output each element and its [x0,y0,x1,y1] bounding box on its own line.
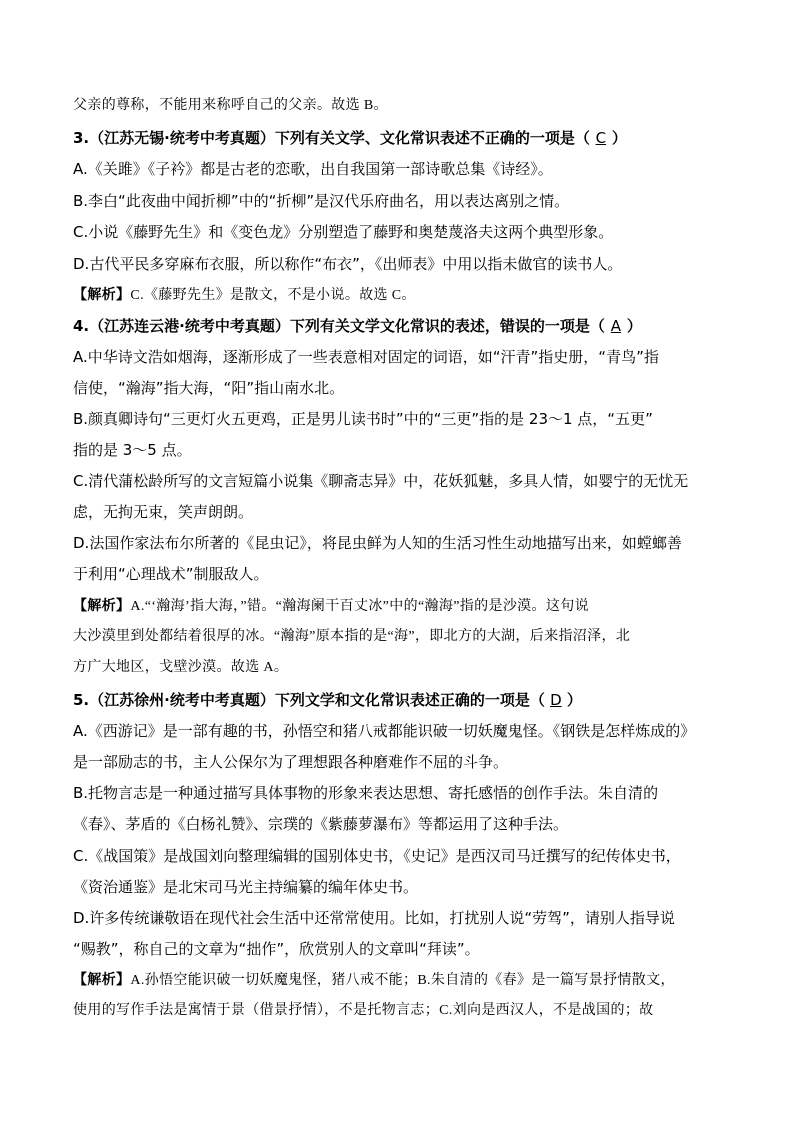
option-c-cont: 《资治通鉴》是北宋司马光主持编纂的编年体史书。 [73,878,419,896]
answer-blank: D [550,691,562,709]
analysis-label: 【解析】 [73,972,131,988]
continuation-text: 父亲的尊称，不能用来称呼自己的父亲。故选 B。 [73,98,388,113]
option-a-cont: 信使，“瀚海”指大海，“阳”指山南水北。 [73,379,345,397]
analysis-label: 【解析】 [73,287,131,303]
option-a: A.《关雎》《子衿》都是古老的恋歌，出自我国第一部诗歌总集《诗经》。 [73,160,553,178]
option-b-cont: 《春》、茅盾的《白杨礼赞》、宗璞的《紫藤萝瀑布》等都运用了这种手法。 [73,815,569,833]
option-d: D.法国作家法布尔所著的《昆虫记》，将昆虫鲜为人知的生活习性生动地描写出来，如螳螂善 [73,534,682,552]
question-3-stem: 3.（江苏无锡·统考中考真题）下列有关文学、文化常识表述不正确的一项是（ C ） [73,129,627,147]
option-b: B.托物言志是一种通过描写具体事物的形象来表达思想、寄托感悟的创作手法。朱自清的 [73,784,659,802]
option-c: C.《战国策》是战国刘向整理编辑的国别体史书，《史记》是西汉司马迁撰写的纪传体史书， [73,847,681,865]
analysis: 【解析】C.《藤野先生》是散文，不是小说。故选 C。 [73,287,416,303]
analysis: 【解析】A.孙悟空能识破一切妖魔鬼怪，猪八戒不能；B.朱自清的《春》是一篇写景抒情散文， [73,972,675,988]
option-b: B.李白“此夜曲中闻折柳”中的“折柳”是汉代乐府曲名，用以表达离别之情。 [73,192,570,210]
analysis-line: 大沙漠里到处都结着很厚的冰。“瀚海”原本指的是“海”，即北方的大湖，后来指沼泽，北 [73,629,631,644]
option-c: C.小说《藤野先生》和《变色龙》分别塑造了藤野和奥楚蔑洛夫这两个典型形象。 [73,223,614,241]
option-a: A.中华诗文浩如烟海，逐渐形成了一些表意相对固定的词语，如“汗青”指史册，“青鸟”指 [73,348,659,366]
answer-blank: C [595,129,607,147]
option-d: D.许多传统谦敬语在现代社会生活中还常常使用。比如，打扰别人说“劳驾”，请别人指导说 [73,909,675,927]
option-b-cont: 指的是 3～5 点。 [73,441,192,459]
option-d: D.古代平民多穿麻布衣服，所以称作“布衣”，《出师表》中用以指未做官的读书人。 [73,255,623,273]
option-c-cont: 虑，无拘无束，笑声朗朗。 [73,503,254,521]
answer-blank: A [610,317,621,335]
question-5-stem: 5.（江苏徐州·统考中考真题）下列文学和文化常识表述正确的一项是（ D ） [73,691,582,709]
question-4-stem: 4.（江苏连云港·统考中考真题）下列有关文学文化常识的表述，错误的一项是（ A ） [73,317,642,335]
analysis-line: 使用的写作手法是寓情于景（借景抒情），不是托物言志；C.刘向是西汉人，不是战国的；故 [73,1003,654,1018]
option-a-cont: 是一部励志的书，主人公保尔为了理想跟各种磨难作不屈的斗争。 [73,753,509,771]
analysis-label: 【解析】 [73,598,131,614]
option-b: B.颜真卿诗句“三更灯火五更鸡，正是男儿读书时”中的“三更”指的是 23～1 点，“五更” [73,410,653,428]
analysis: 【解析】A.“‘瀚海’指大海，”错。“瀚海阑干百丈冰”中的“瀚海”指的是沙漠。这句说 [73,598,589,614]
option-d-cont: “赐教”，称自己的文章为“拙作”，欣赏别人的文章叫“拜读”。 [73,940,480,958]
option-d-cont: 于利用“心理战术”制服敌人。 [73,565,269,583]
analysis-line: 方广大地区，戈壁沙漠。故选 A。 [73,660,289,675]
option-c: C.清代蒲松龄所写的文言短篇小说集《聊斋志异》中，花妖狐魅，多具人情，如婴宁的无忧无 [73,472,689,490]
option-a: A.《西游记》是一部有趣的书，孙悟空和猪八戒都能识破一切妖魔鬼怪。《钢铁是怎样炼成的》 [73,722,696,740]
